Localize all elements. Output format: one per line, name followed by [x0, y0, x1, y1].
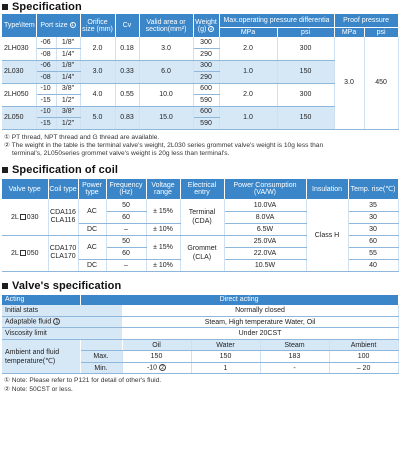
code-cell: -06	[36, 60, 56, 72]
proof-psi-cell: 450	[364, 37, 398, 129]
cv-cell: 0.18	[115, 37, 139, 60]
max-water: 150	[191, 351, 260, 363]
temperature-label: Ambient and fluid temperature(℃)	[2, 339, 80, 374]
port-cell: 1/4"	[56, 49, 80, 61]
col-cv: Cv	[115, 14, 139, 37]
frequency-cell: 50	[106, 235, 146, 247]
orifice-cell: 2.0	[80, 37, 115, 60]
specification-header	[0, 0, 400, 13]
max-psi-cell: 300	[277, 37, 334, 60]
spec-note-2a: ② The weight in the table is the terminal valve's weight, 2L030 series grommet valve's weight is 10g less than	[4, 141, 324, 149]
valve-type-cell: 2L 050	[2, 235, 48, 271]
col-proof-mpa: MPa	[334, 27, 364, 37]
code-cell: -08	[36, 49, 56, 61]
proof-mpa-cell: 3.0	[334, 37, 364, 129]
col-insulation: Insulation	[306, 179, 348, 199]
valve-note-2: ② Note: 50CST or less.	[4, 385, 73, 393]
orifice-cell: 5.0	[80, 106, 115, 129]
frequency-cell: –	[106, 259, 146, 271]
max-psi-cell: 150	[277, 106, 334, 129]
col-valid-area: Valid area or section(mm²)	[139, 14, 193, 37]
frequency-cell: –	[106, 223, 146, 235]
frequency-cell: 60	[106, 247, 146, 259]
col-frequency: Frequency (Hz)	[106, 179, 146, 199]
section-square-icon	[2, 283, 8, 289]
acting-value: Direct acting	[80, 295, 398, 305]
col-max-pressure: Max.operating pressure differentia	[219, 14, 334, 27]
area-cell: 3.0	[139, 37, 193, 60]
power-type-cell: DC	[78, 223, 106, 235]
col-temp-rise: Temp. rise(℃)	[348, 179, 398, 199]
code-cell: -10	[36, 83, 56, 95]
col-proof-psi: psi	[364, 27, 398, 37]
col-type-item: Type\Item	[2, 14, 36, 37]
temp-col-water: Water	[191, 339, 260, 351]
max-mpa-cell: 2.0	[219, 37, 277, 60]
max-label: Max.	[80, 351, 122, 363]
weight-cell: 600	[193, 106, 219, 118]
max-ambient: 100	[329, 351, 398, 363]
insulation-cell: Class H	[306, 199, 348, 271]
valve-type-cell: 2L 030	[2, 199, 48, 235]
min-ambient: – 20	[329, 362, 398, 374]
power-type-cell: AC	[78, 235, 106, 259]
valve-notes	[4, 377, 400, 394]
power-type-cell: AC	[78, 199, 106, 223]
coil-title: Specification of coil	[12, 163, 119, 176]
coil-header	[0, 163, 400, 176]
col-power-type: Power type	[78, 179, 106, 199]
max-steam: 183	[260, 351, 329, 363]
max-psi-cell: 150	[277, 60, 334, 83]
temp-col-oil: Oil	[122, 339, 191, 351]
weight-cell: 590	[193, 95, 219, 107]
code-cell: -08	[36, 72, 56, 84]
voltage-range-cell: ± 15%	[146, 235, 180, 259]
valve-header	[0, 280, 400, 293]
max-mpa-cell: 1.0	[219, 106, 277, 129]
area-cell: 6.0	[139, 60, 193, 83]
spec-note-1: ① PT thread, NPT thread and G thread are available.	[4, 133, 160, 141]
model-cell: 2L050	[2, 106, 36, 129]
min-water: 1	[191, 362, 260, 374]
voltage-range-cell: ± 15%	[146, 199, 180, 223]
area-cell: 10.0	[139, 83, 193, 106]
coil-table	[2, 179, 399, 272]
initial-label: Initial stats	[2, 305, 122, 317]
cv-cell: 0.83	[115, 106, 139, 129]
blank-box-icon	[20, 214, 26, 220]
temp-rise-cell: 40	[348, 259, 398, 271]
consumption-cell: 6.5W	[224, 223, 306, 235]
cv-cell: 0.33	[115, 60, 139, 83]
frequency-cell: 60	[106, 211, 146, 223]
specification-title: Specification	[12, 0, 82, 13]
orifice-cell: 3.0	[80, 60, 115, 83]
blank-box-icon	[20, 250, 26, 256]
weight-cell: 300	[193, 37, 219, 49]
col-orifice-size: Orifice size (mm)	[80, 14, 115, 37]
port-cell: 1/8"	[56, 37, 80, 49]
max-mpa-cell: 2.0	[219, 83, 277, 106]
consumption-cell: 22.0VA	[224, 247, 306, 259]
viscosity-value: Under 20CST	[122, 328, 398, 340]
consumption-cell: 10.5W	[224, 259, 306, 271]
temp-rise-cell: 35	[348, 199, 398, 211]
consumption-cell: 8.0VA	[224, 211, 306, 223]
weight-cell: 590	[193, 118, 219, 130]
max-mpa-cell: 1.0	[219, 60, 277, 83]
power-type-cell: DC	[78, 259, 106, 271]
temp-col-steam: Steam	[260, 339, 329, 351]
model-cell: 2LH030	[2, 37, 36, 60]
col-max-mpa: MPa	[219, 27, 277, 37]
code-cell: -06	[36, 37, 56, 49]
cv-cell: 0.55	[115, 83, 139, 106]
voltage-range-cell: ± 10%	[146, 223, 180, 235]
consumption-cell: 25.0VA	[224, 235, 306, 247]
valve-note-1: ① Note: Please refer to P121 for detail of other's fluid.	[4, 377, 162, 385]
port-cell: 1/2"	[56, 95, 80, 107]
temp-rise-cell: 60	[348, 235, 398, 247]
weight-cell: 300	[193, 60, 219, 72]
temp-rise-cell: 30	[348, 211, 398, 223]
spec-note-2b: terminal's, 2L050series grommet valve's weight is 20g less than terminal's.	[12, 150, 230, 158]
port-cell: 3/8"	[56, 83, 80, 95]
col-coil-type: Coil type	[48, 179, 78, 199]
code-cell: -15	[36, 118, 56, 130]
note-1-marker: 1	[53, 318, 60, 325]
col-port-size: Port size 1	[36, 14, 80, 37]
col-weight: Weight (g) 2	[193, 14, 219, 37]
port-cell: 1/2"	[56, 118, 80, 130]
code-cell: -10	[36, 106, 56, 118]
valve-title: Valve's specification	[12, 280, 122, 293]
model-cell: 2L030	[2, 60, 36, 83]
temp-sub-header	[80, 339, 122, 351]
fluid-label: Adaptable fluid 1	[2, 316, 122, 328]
max-oil: 150	[122, 351, 191, 363]
voltage-range-cell: ± 10%	[146, 259, 180, 271]
fluid-value: Steam, High temperature Water, Oil	[122, 316, 398, 328]
coil-type-cell: CDA170 CLA170	[48, 235, 78, 271]
model-cell: 2LH050	[2, 83, 36, 106]
col-max-psi: psi	[277, 27, 334, 37]
note-2-marker: 2	[159, 364, 166, 371]
col-proof-pressure: Proof pressure	[334, 14, 398, 27]
code-cell: -15	[36, 95, 56, 107]
weight-cell: 600	[193, 83, 219, 95]
section-square-icon	[2, 4, 8, 10]
min-oil: -10 2	[122, 362, 191, 374]
max-psi-cell: 300	[277, 83, 334, 106]
temp-col-ambient: Ambient	[329, 339, 398, 351]
specification-notes	[4, 134, 400, 159]
port-cell: 1/8"	[56, 60, 80, 72]
min-label: Min.	[80, 362, 122, 374]
orifice-cell: 4.0	[80, 83, 115, 106]
consumption-cell: 10.0VA	[224, 199, 306, 211]
weight-cell: 290	[193, 49, 219, 61]
acting-label: Acting	[2, 295, 80, 305]
entry-cell: Terminal (CDA)	[180, 199, 224, 235]
col-electrical-entry: Electrical entry	[180, 179, 224, 199]
port-cell: 1/4"	[56, 72, 80, 84]
area-cell: 15.0	[139, 106, 193, 129]
frequency-cell: 50	[106, 199, 146, 211]
temp-rise-cell: 30	[348, 223, 398, 235]
entry-cell: Grommet (CLA)	[180, 235, 224, 271]
viscosity-label: Viscosity limit	[2, 328, 122, 340]
valve-table	[2, 295, 399, 375]
col-valve-type: Valve type	[2, 179, 48, 199]
coil-type-cell: CDA116 CLA116	[48, 199, 78, 235]
min-steam: -	[260, 362, 329, 374]
specification-table	[2, 14, 399, 130]
weight-cell: 290	[193, 72, 219, 84]
port-cell: 3/8"	[56, 106, 80, 118]
temp-rise-cell: 55	[348, 247, 398, 259]
col-voltage-range: Voltage range	[146, 179, 180, 199]
initial-value: Normally closed	[122, 305, 398, 317]
section-square-icon	[2, 167, 8, 173]
col-power-consumption: Power Consumption (VA/W)	[224, 179, 306, 199]
